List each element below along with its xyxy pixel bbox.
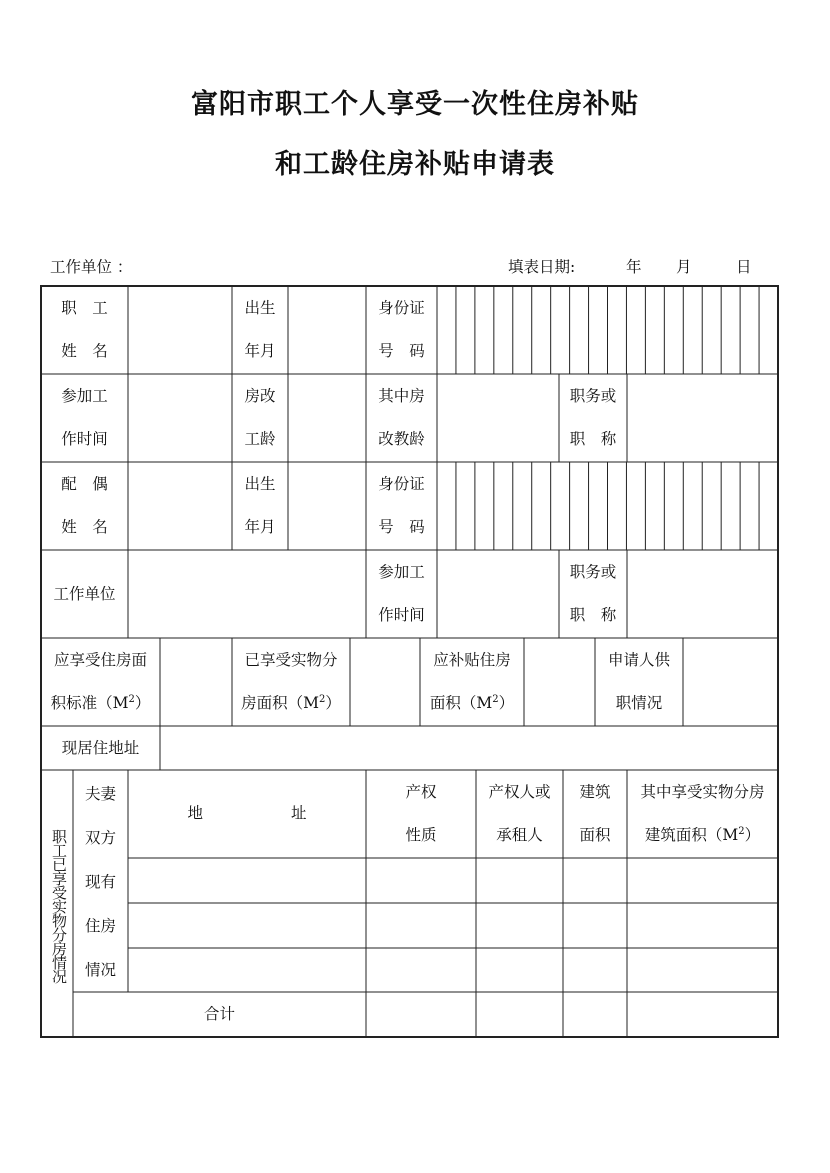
enjoyed-building-area-header: 其中享受实物分房 建筑面积$(M^2)$ (640, 783, 765, 844)
owner-header: 产权人或 承租人 (488, 783, 551, 844)
spouse-work-unit-label: 工作单位 (53, 584, 116, 603)
spouse-birth-label: 出生 年月 (244, 475, 276, 536)
housing-row-3-address[interactable] (128, 948, 366, 992)
couple-housing-label: 夫妻 双方 现有 住房 情况 (84, 784, 116, 979)
date-label: 填表日期: (508, 258, 576, 276)
month-label: 月 (676, 258, 692, 276)
spouse-name-label: 配 偶 姓 名 (61, 475, 108, 536)
work-unit-header-label: 工作单位 ： (50, 258, 133, 276)
employee-birth-label: 出生 年月 (244, 299, 276, 360)
housing-row-2-address[interactable] (128, 903, 366, 948)
form-title-line1: 富阳市职工个人享受一次性住房补贴 (191, 89, 639, 120)
subsidy-area-field[interactable] (524, 638, 595, 726)
spouse-birth-field[interactable] (288, 462, 366, 550)
standard-area-field[interactable] (160, 638, 232, 726)
teaching-seniority-label: 其中房 改教龄 (378, 387, 425, 448)
subsidy-area-label: 应补贴住房 面积$(M^2)$ (429, 651, 515, 712)
spouse-join-work-field[interactable] (437, 550, 559, 638)
spouse-work-unit-field[interactable] (128, 550, 366, 638)
employee-join-work-label: 参加工 作时间 (61, 387, 108, 448)
day-label: 日 (736, 258, 752, 276)
housing-row-1-address[interactable] (128, 858, 366, 903)
current-address-field[interactable] (160, 726, 778, 770)
housing-address-header: 地 址 (187, 804, 307, 822)
spouse-title-field[interactable] (627, 550, 778, 638)
employee-title-label: 职务或 职 称 (569, 387, 617, 448)
employee-title-field[interactable] (627, 374, 778, 462)
employee-name-field[interactable] (128, 286, 232, 374)
form-title-line2: 和工龄住房补贴申请表 (275, 149, 555, 180)
building-area-header: 建筑 面积 (579, 783, 611, 844)
spouse-title-label: 职务或 职 称 (569, 563, 617, 624)
year-label: 年 (626, 258, 642, 276)
current-address-label: 现居住地址 (61, 738, 140, 757)
total-label: 合计 (203, 1005, 235, 1023)
employee-id-label: 身份证 号 码 (378, 299, 425, 360)
enjoyed-area-label: 已享受实物分 房面积$(M^2)$ (241, 651, 341, 712)
enjoyed-area-field[interactable] (350, 638, 420, 726)
housing-reform-seniority-field[interactable] (288, 374, 366, 462)
employee-join-work-field[interactable] (128, 374, 232, 462)
spouse-name-field[interactable] (128, 462, 232, 550)
applicant-job-field[interactable] (683, 638, 778, 726)
spouse-id-label: 身份证 号 码 (378, 475, 425, 536)
employee-name-label: 职 工 姓 名 (61, 299, 108, 360)
standard-area-label: 应享受住房面 积标准$(M^2)$ (50, 651, 151, 712)
housing-side-label: 职工已享受实物分房情况 (50, 829, 68, 983)
employee-birth-field[interactable] (288, 286, 366, 374)
applicant-job-label: 申请人供 职情况 (607, 651, 670, 712)
spouse-join-work-label: 参加工 作时间 (378, 563, 425, 624)
housing-reform-seniority-label: 房改 工龄 (244, 387, 276, 448)
teaching-seniority-field[interactable] (437, 374, 559, 462)
property-nature-header: 产权 性质 (405, 783, 437, 844)
